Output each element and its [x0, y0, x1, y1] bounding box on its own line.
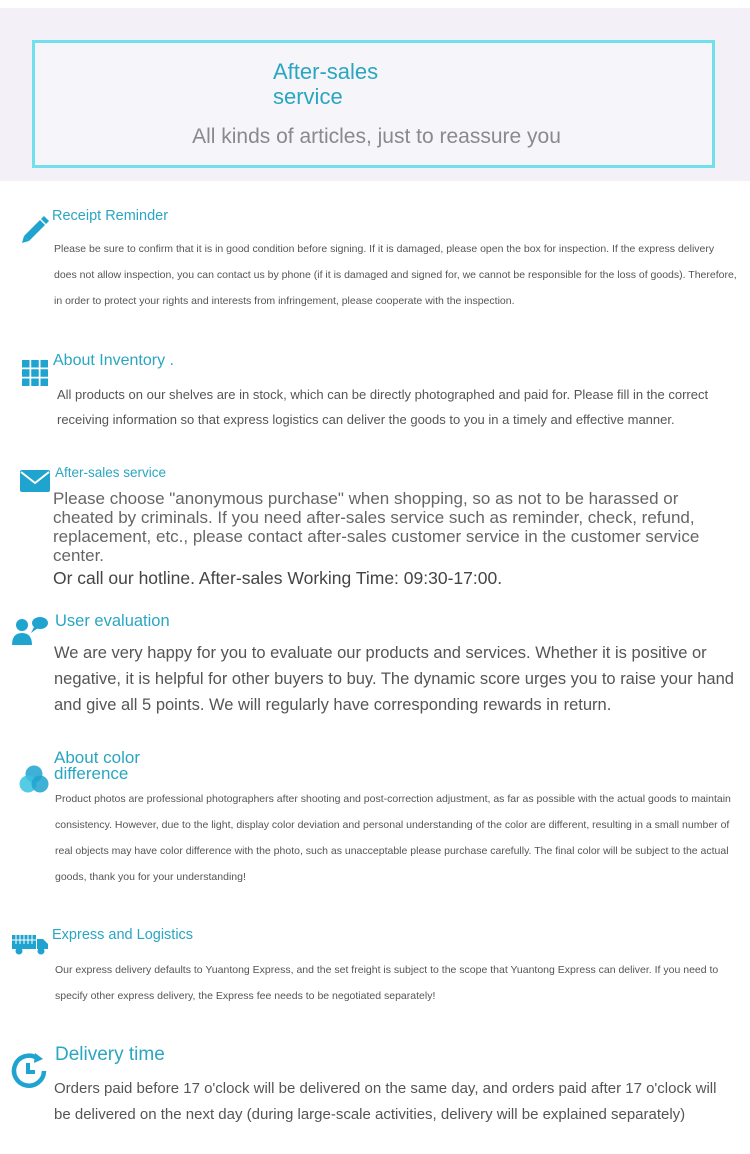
page-title: After-sales service	[273, 59, 379, 109]
header-band	[0, 8, 750, 181]
section-body: Product photos are professional photographers after shooting and post-correction adjustment, as far as possible with the actual goods to maintain consistency. However, due to the light, display color deviation and personal understanding of the color are different, resulting in a small number of real objects may have color difference with the photo, such as unacceptable please purchase carefully. The final color will be subject to the actual goods, thank you for your understanding!	[55, 793, 731, 883]
section-title: Express and Logistics	[52, 927, 194, 943]
header-box	[32, 40, 715, 168]
section-title: User evaluation	[55, 612, 170, 630]
section-body: Please choose "anonymous purchase" when shopping, so as not to be harassed or cheated by criminals. If you need after-sales service such as reminder, check, refund, replacement, etc., please contact after-sales customer service in the customer service center.	[53, 489, 700, 565]
section-title: Delivery time	[55, 1044, 165, 1065]
pencil-icon	[18, 212, 50, 244]
user-chat-icon	[12, 615, 48, 647]
section-title: After-sales service	[55, 465, 167, 480]
page-subtitle: All kinds of articles, just to reassure you	[192, 125, 561, 148]
truck-icon	[12, 933, 48, 955]
section-title: About Inventory .	[53, 352, 174, 369]
section-body: Please be sure to confirm that it is in good condition before signing. If it is damaged, please open the box for inspection. If the express delivery does not allow inspection, you can contact us by phone (if it is damaged and signed for, we cannot be responsible for the loss of goods). Therefore, in order to protect your rights and interests from infringement, please cooperate with the inspection.	[54, 243, 737, 307]
grid-icon	[22, 360, 48, 386]
section-body-hotline: Or call our hotline. After-sales Working Time: 09:30-17:00.	[53, 568, 503, 588]
section-body: We are very happy for you to evaluate our products and services. Whether it is positive or negative, it is helpful for other buyers to buy. The dynamic score urges you to raise your hand and give all 5 points. We will regularly have corresponding rewards in return.	[54, 644, 734, 714]
clock-icon	[11, 1053, 47, 1089]
section-title: About color difference	[54, 748, 140, 783]
section-body: Our express delivery defaults to Yuantong Express, and the set freight is subject to the scope that Yuantong Express can deliver. If you need to specify other express delivery, the Express fee needs to be negotiated separately!	[55, 964, 719, 1002]
envelope-icon	[20, 470, 50, 492]
section-body: All products on our shelves are in stock, which can be directly photographed and paid for. Please fill in the correct receiving information so that express logistics can deliver the goods to you in a timely and effective manner.	[57, 387, 709, 427]
section-body: Orders paid before 17 o'clock will be delivered on the same day, and orders paid after 17 o'clock will be delivered on the next day (during large-scale activities, delivery will be explained separately)	[54, 1080, 717, 1123]
section-title: Receipt Reminder	[52, 208, 169, 224]
color-circles-icon	[19, 764, 49, 794]
